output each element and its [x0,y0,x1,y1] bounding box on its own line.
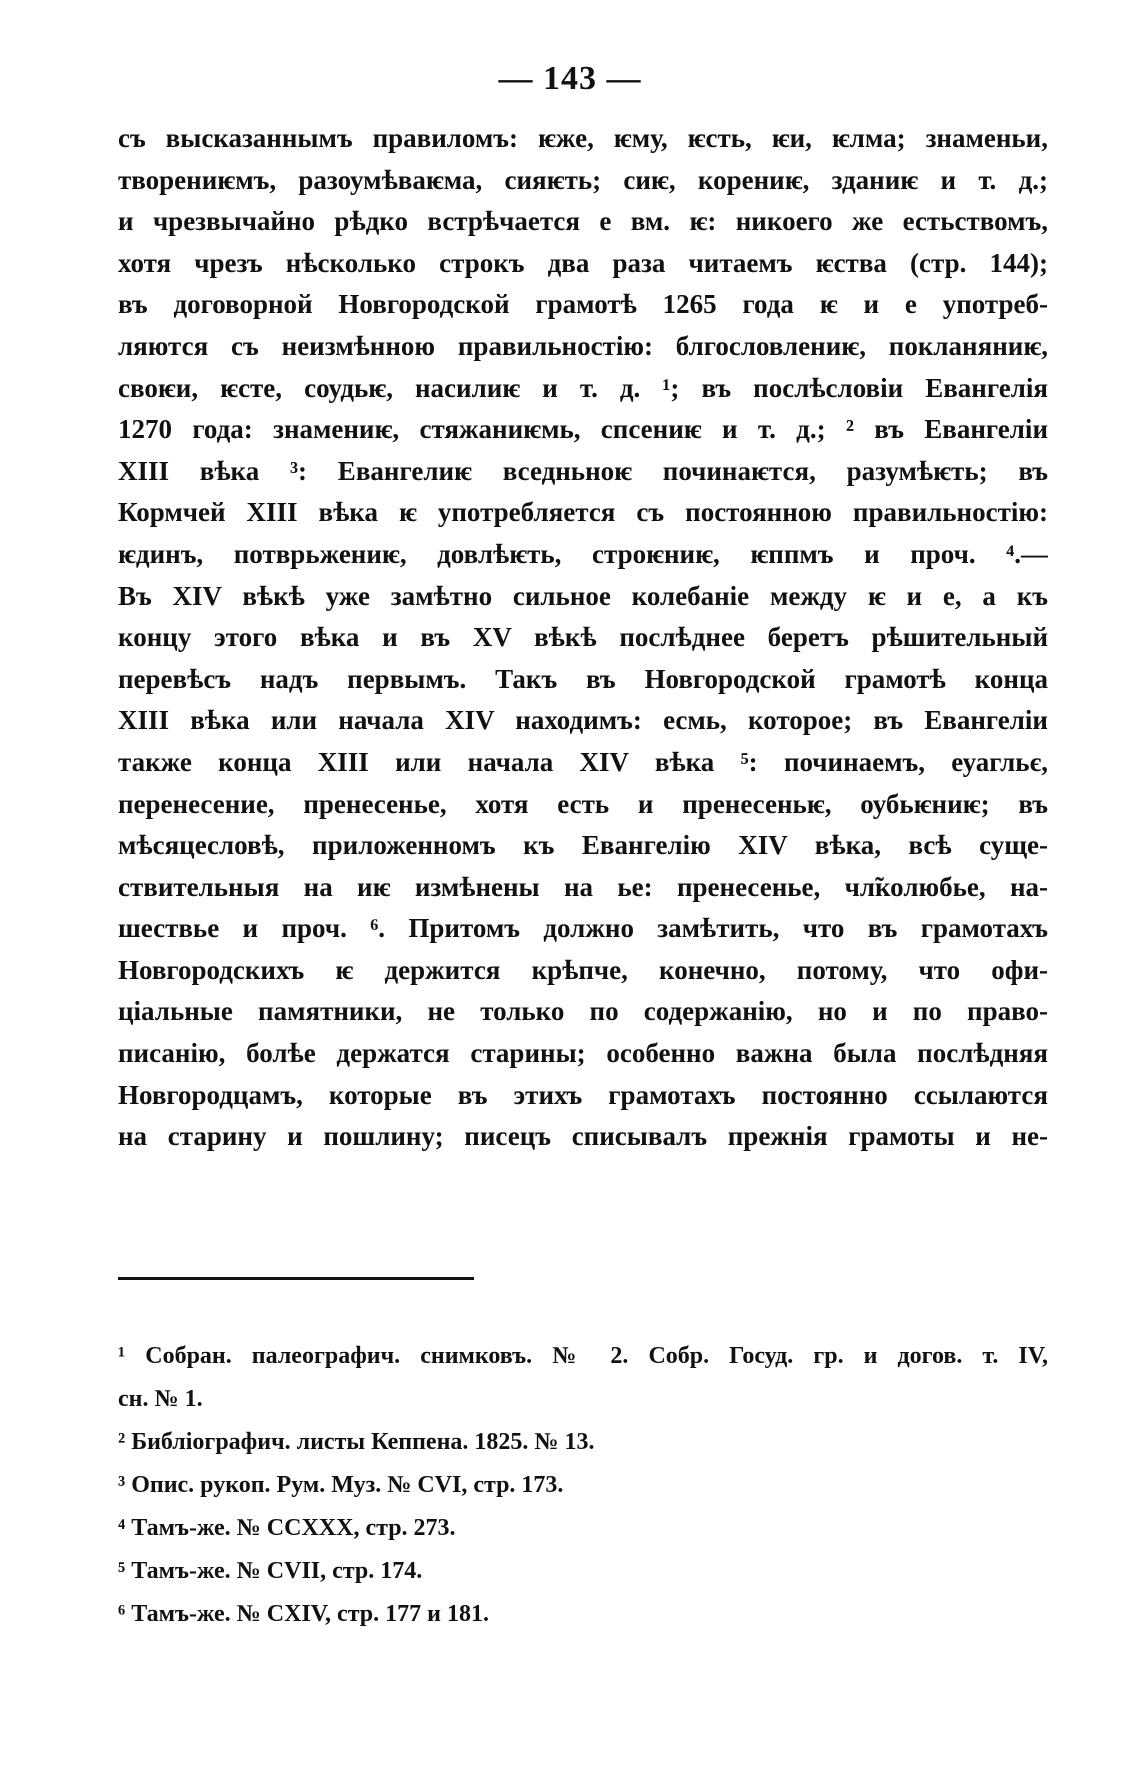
text-line: Новгородскихъ ѥ держится крѣпче, конечно, потому, что офи- [118,954,1048,985]
footnote-2: ² Библіографич. листы Кеппена. 1825. № 13. [118,1429,595,1455]
text-line: перевѣсъ надъ первымъ. Такъ въ Новгородской грамотѣ конца [118,663,1048,694]
footnote-5: ⁵ Тамъ-же. № CVII, стр. 174. [118,1558,423,1584]
text-line: шествье и проч. ⁶. Притомъ должно замѣтить, что въ грамотахъ [118,913,1048,944]
footnote-1: ¹ Собран. палеографич. снимковъ. № 2. Собр. Госуд. гр. и догов. т. IV, [118,1343,1048,1369]
text-line: Кормчей XIII вѣка ѥ употребляется съ постоянною правильностію: [118,497,1048,528]
body-text [118,118,1048,1158]
text-line: хотя чрезъ нѣсколько строкъ два раза читаемъ ѥства (стр. 144); [118,247,1048,278]
page-number: — 143 — [498,60,642,97]
text-line: ствительныя на иѥ измѣнены на ье: пренесенье, чл̃колюбье, на- [118,871,1048,902]
text-line: Новгородцамъ, которые въ этихъ грамотахъ постоянно ссылаются [118,1079,1048,1110]
text-line: концу этого вѣка и въ XV вѣкѣ послѣднее беретъ рѣшительный [118,622,1048,653]
text-line: мѣсяцесловѣ, приложенномъ къ Евангелію XIV вѣка, всѣ суще- [118,830,1048,861]
text-line: также конца XIII или начала XIV вѣка ⁵: починаемъ, еуагльє, [118,746,1048,777]
text-line: Въ XIV вѣкѣ уже замѣтно сильное колебаніе между ѥ и е, а къ [118,580,1048,611]
text-line: въ договорной Новгородской грамотѣ 1265 года ѥ и е употреб- [118,289,1048,320]
text-line: ціальные памятники, не только по содержанію, но и по право- [118,996,1048,1027]
footnote-divider [118,1277,474,1280]
text-line: писанію, болѣе держатся старины; особенно важна была послѣдняя [118,1038,1048,1069]
text-line: творениѥмъ, разоумѣваѥма, сияѥть; сиѥ, корениѥ, зданиѥ и т. д.; [118,164,1048,195]
footnote-3: ³ Опис. рукоп. Рум. Муз. № CVI, стр. 173. [118,1472,564,1498]
footnotes [118,1335,1048,1636]
text-line: ѥдинъ, потврьжениѥ, довлѣѥть, строѥниѥ, ѥппмъ и проч. ⁴.— [118,538,1048,569]
footnote-1-continued: сн. № 1. [118,1386,203,1412]
footnote-4: ⁴ Тамъ-же. № CCXXX, стр. 273. [118,1515,456,1541]
text-line: перенесение, пренесенье, хотя есть и пренесеньѥ, оубьѥниѥ; въ [118,788,1048,819]
text-line: и чрезвычайно рѣдко встрѣчается е вм. ѥ: никоего же естьствомъ, [118,206,1048,237]
text-line: XIII вѣка ³: Евангелиѥ вседньноѥ починаѥтся, разумѣѥть; въ [118,455,1048,486]
text-line: съ высказаннымъ правиломъ: ѥже, ѥму, ѥсть, ѥи, ѥлма; знаменьи, [118,123,1048,153]
text-line: 1270 года: знамениѥ, стяжаниѥмь, спсениѥ и т. д.; ² въ Евангеліи [118,414,1048,445]
footnote-6: ⁶ Тамъ-же. № CXIV, стр. 177 и 181. [118,1601,489,1627]
text-line: ляются съ неизмѣнною правильностію: блгословлениѥ, покланяниѥ, [118,330,1048,361]
text-line: на старину и пошлину; писецъ списывалъ прежнія грамоты и не- [118,1121,1048,1152]
text-line: XIII вѣка или начала XIV находимъ: есмь, которое; въ Евангеліи [118,705,1048,736]
text-line: своѥи, ѥсте, соудьѥ, насилиѥ и т. д. ¹; въ послѣсловіи Евангелія [118,372,1048,403]
